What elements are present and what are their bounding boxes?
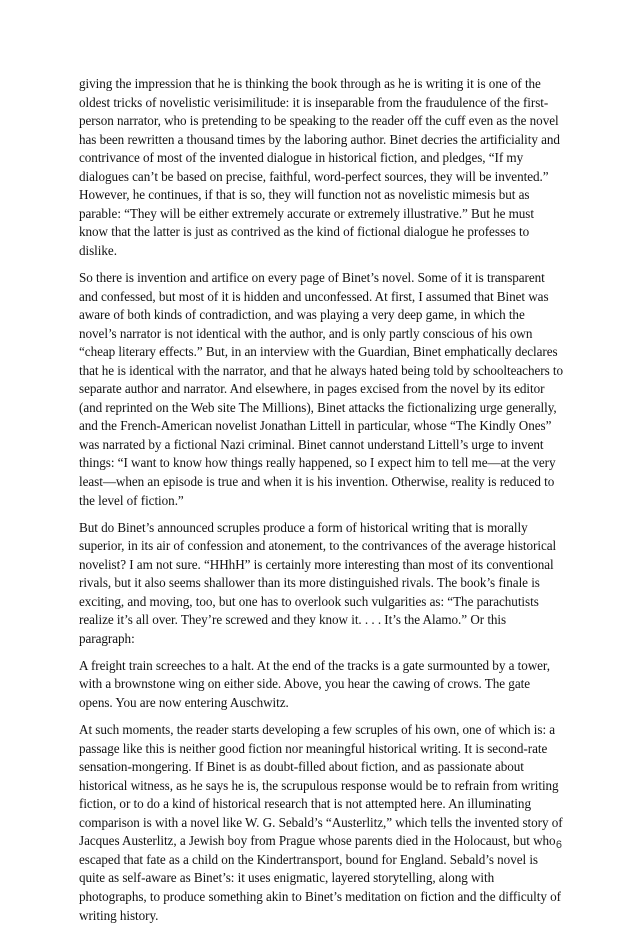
document-page [79,75,563,934]
paragraph-5: At such moments, the reader starts developing a few scruples of his own, one of which is: a passage like this is neither good fiction nor meaningful historical writing. It is second-rate sensation-mongering. If Binet is as doubt-filled about fiction, and as passionate about historical witness, as he says he is, the scrupulous response would be to refrain from writing fiction, or to do a kind of historical research that is not attempted here. An illuminating comparison is with a novel like W. G. Sebald’s “Austerlitz,” which tells the invented story of Jacques Austerlitz, a Jewish boy from Prague whose parents died in the Holocaust, but who escaped that fate as a child on the Kindertransport, bound for England. Sebald’s novel is quite as self-aware as Binet’s: it uses enigmatic, layered storytelling, along with photographs, to produce something akin to Binet’s meditation on fiction and the difficulty of writing history. [79,722,563,923]
paragraph-3: But do Binet’s announced scruples produce a form of historical writing that is morally superior, in its air of confession and atonement, to the contrivances of the average historical novelist? I am not sure. “HHhH” is certainly more interesting than most of its conventional rivals, but it also seems shallower than its more distinguished rivals. The book’s finale is exciting, and moving, too, but one has to overlook such vulgarities as: “The parachutists realize it’s all over. They’re screwed and they know it. . . . It’s the Alamo.” Or this paragraph: [79,519,557,646]
paragraph-2: So there is invention and artifice on every page of Binet’s novel. Some of it is transparent and confessed, but most of it is hidden and unconfessed. At first, I assumed that Binet was aware of both kinds of contradiction, and was playing a very deep game, in which the novel’s narrator is not identical with the author, and is only partly conscious of his own “cheap literary effects.” But, in an interview with the Guardian, Binet emphatically declares that he is identical with the narrator, and that he always hated being told by schoolteachers to separate author and narrator. And elsewhere, in pages excised from the novel by its editor (and reprinted on the Web site The Millions), Binet attacks the fictionalizing urge generally, and the French-American novelist Jonathan Littell in particular, whose “The Kindly Ones” was narrated by a fictional Nazi criminal. Binet cannot understand Littell’s urge to invent things: “I want to know how things really happened, so I expect him to tell me—at the very least—when an episode is true and when it is his invention. Otherwise, reality is reduced to the level of fiction.” [79,269,564,508]
page-number: 6 [555,839,562,851]
quoted-passage: A freight train screeches to a halt. At the end of the tracks is a gate surmounted by a tower, with a brownstone wing on either side. Above, you hear the cawing of crows. The gate opens. You are now entering Auschwitz. [79,657,550,710]
paragraph-1: giving the impression that he is thinking the book through as he is writing it is one of the oldest tricks of novelistic verisimilitude: it is inseparable from the fraudulence of the first-person narrator, who is pretending to be speaking to the reader off the cuff even as the novel has been rewritten a thousand times by the laboring author. Binet decries the artificiality and contrivance of most of the invented dialogue in historical fiction, and pledges, “If my dialogues can’t be based on precise, faithful, word-perfect sources, they will be invented.” However, he continues, if that is so, they will function not as novelistic mimesis but as parable: “They will be either extremely accurate or extremely illustrative.” But he must know that the latter is just as contrived as the kind of fictional dialogue he professes to dislike. [79,76,560,258]
